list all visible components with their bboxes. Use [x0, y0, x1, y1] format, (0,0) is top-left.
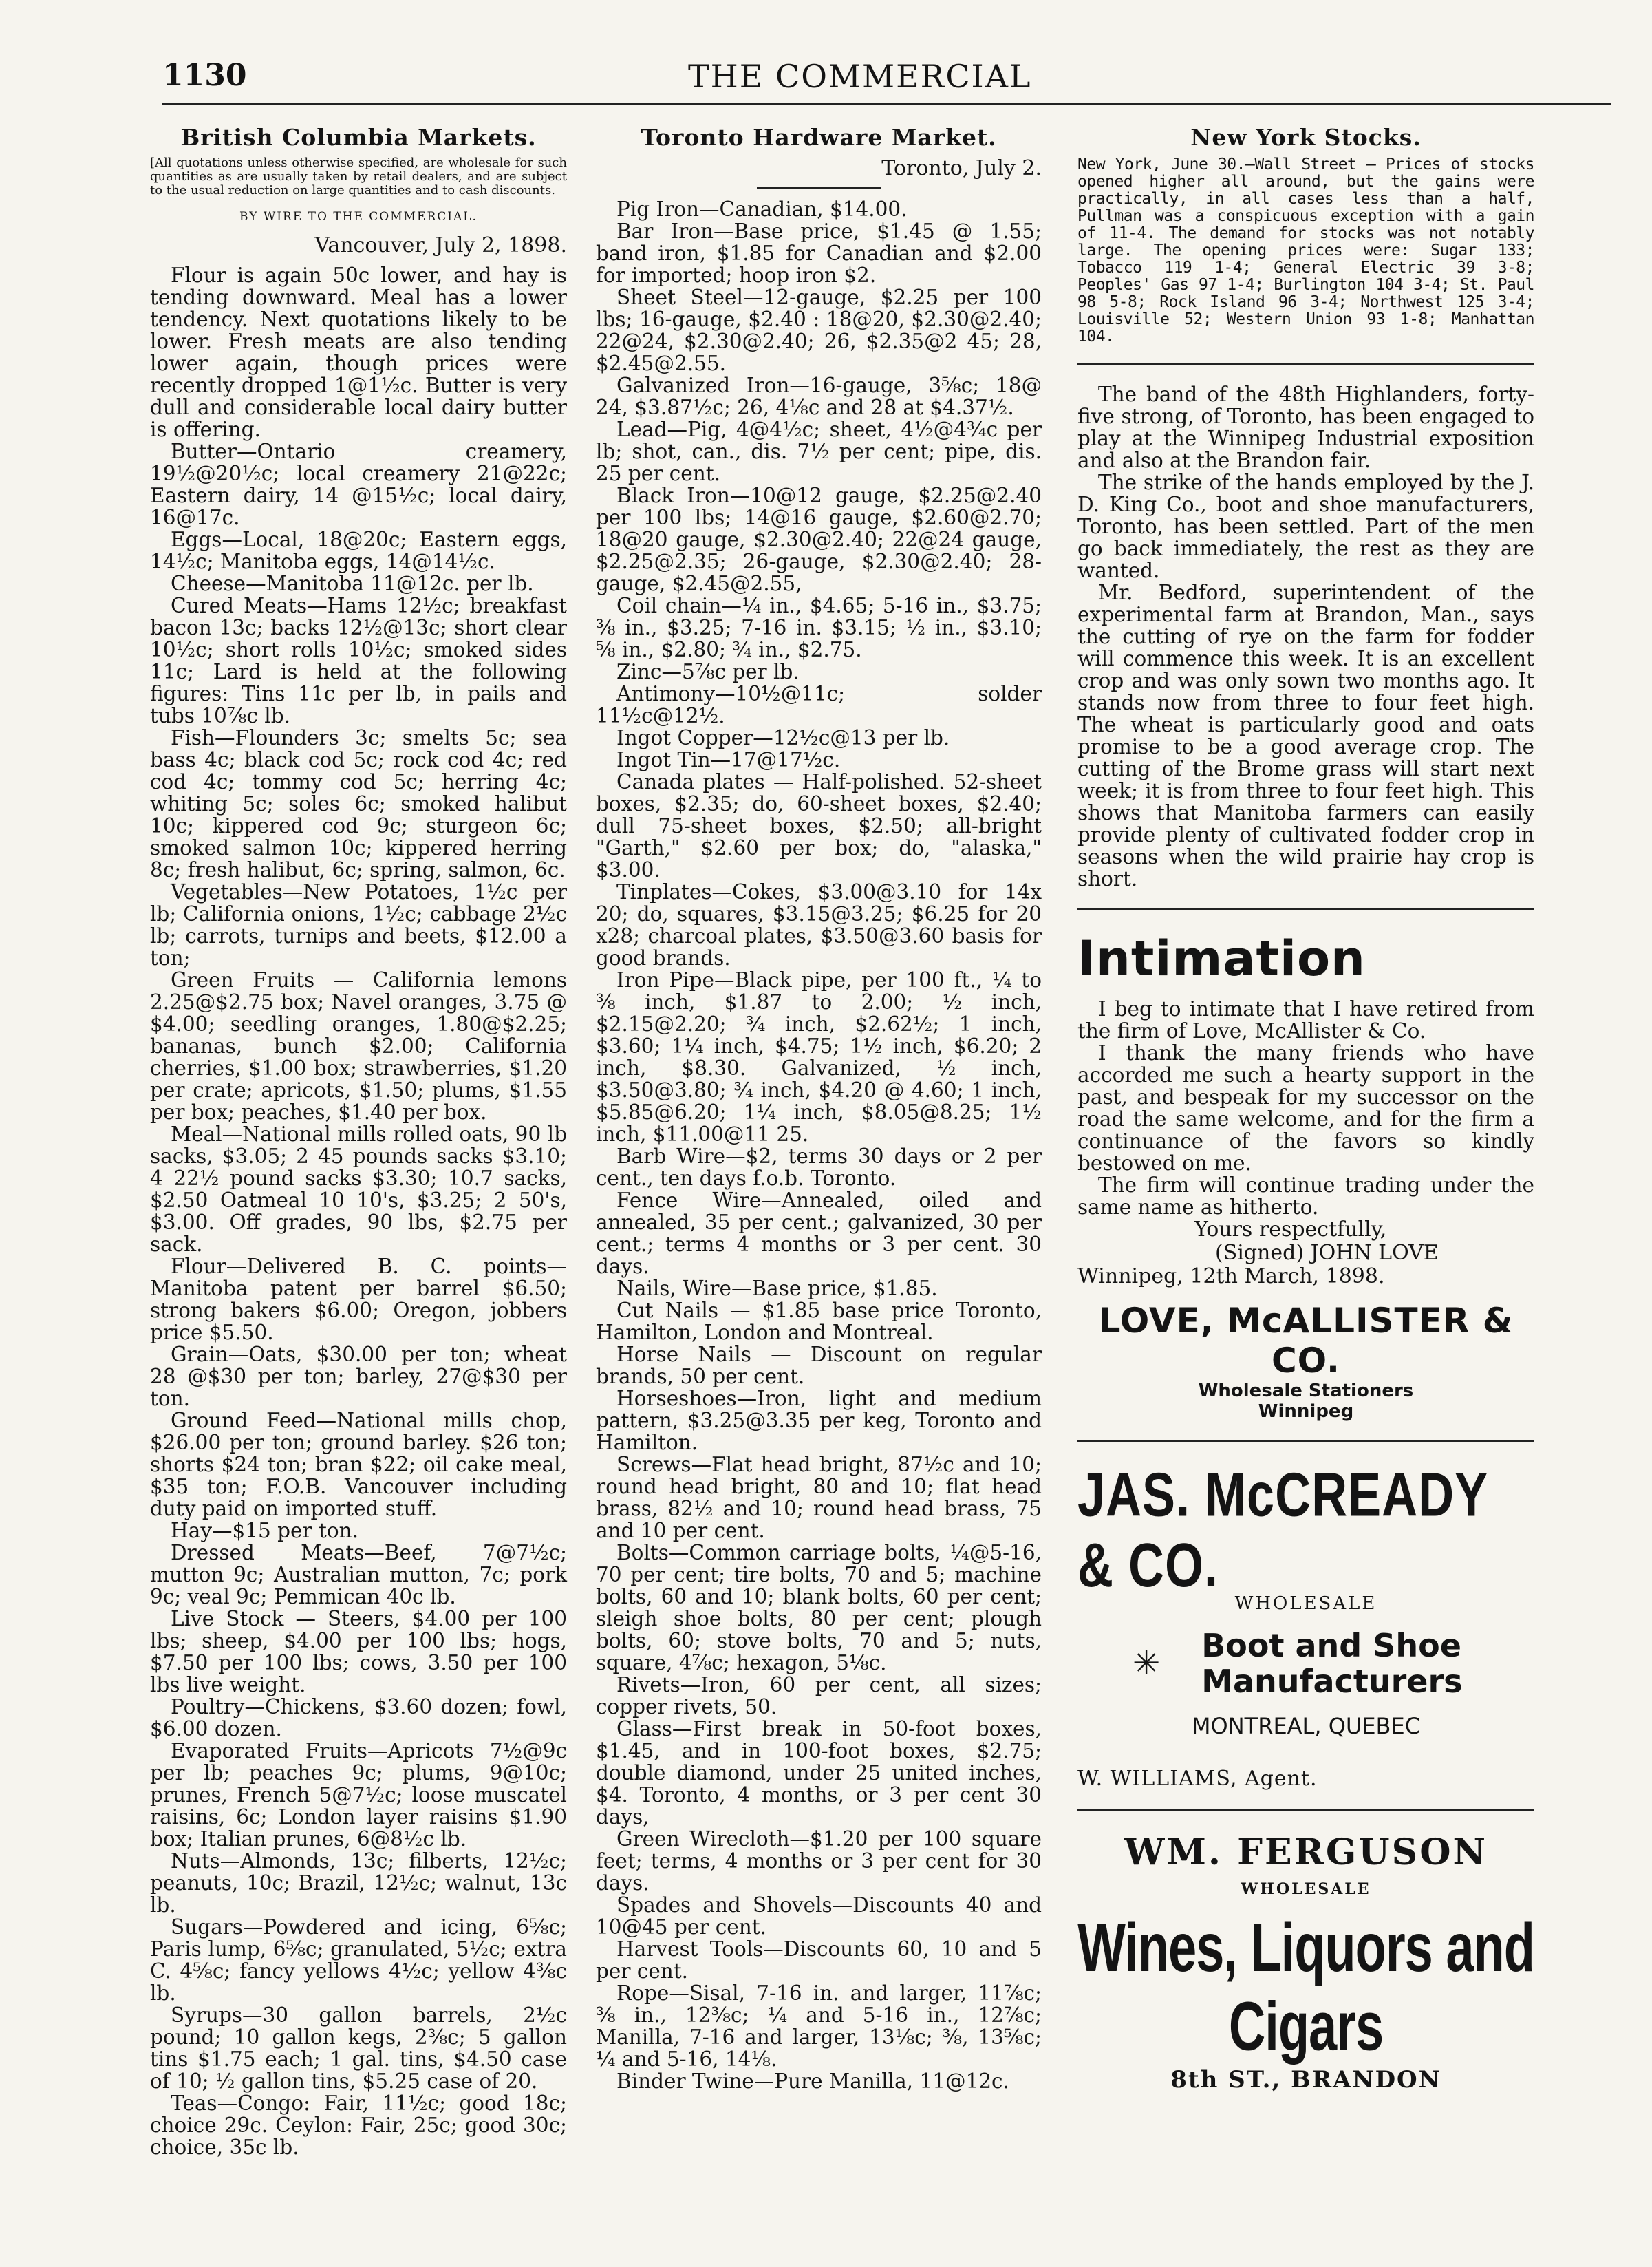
love-mcallister-line1: Wholesale Stationers [1198, 1381, 1414, 1401]
hardware-paragraph: Canada plates — Half-polished. 52-sheet boxes, $2.35; do, 60-sheet boxes, $2.40; dull 75-sheet boxes, $2.50; all-bright "Garth," $2.60 per box; do, "alaska," $3.00. [596, 770, 1042, 882]
hardware-paragraph: Spades and Shovels—Discounts 40 and 10@45 per cent. [596, 1893, 1042, 1939]
market-paragraph: Cheese—Manitoba 11@12c. per lb. [171, 572, 534, 595]
ny-stocks-title: New York Stocks. [1190, 124, 1422, 151]
hardware-paragraph: Cut Nails — $1.85 base price Toronto, Hamilton, London and Montreal. [596, 1299, 1042, 1344]
bc-markets-wire-line: BY WIRE TO THE COMMERCIAL. [239, 210, 478, 224]
hardware-paragraph: Sheet Steel—12-gauge, $2.25 per 100 lbs; 16-gauge, $2.40 : 18@20, $2.30@2.40; 22@24, $2.30@2.40; 26, $2.35@2 45; 28, $2.45@2.55. [596, 286, 1042, 375]
market-paragraph: Teas—Congo: Fair, 11½c; good 18c; choice 29c. Ceylon: Fair, 25c; good 30c; choice, 35c lb. [150, 2092, 567, 2159]
hardware-paragraph: Fence Wire—Annealed, oiled and annealed, 35 per cent.; galvanized, 30 per cent.; terms 4 months or 3 per cent. 30 days. [596, 1189, 1042, 1278]
market-paragraph: Vegetables—New Potatoes, 1½c per lb; California onions, 1½c; cabbage 2½c lb; carrots, turnips and beets, $12.00 a ton; [150, 880, 567, 970]
asterisk-icon: ✳ [1133, 1644, 1161, 1683]
hardware-paragraph: Screws—Flat head bright, 87½c and 10; round head bright, 80 and 10; flat head brass, 82½ and 10; round head brass, 75 and 10 per cent. [596, 1453, 1042, 1542]
love-mcallister-line2: Winnipeg [1258, 1401, 1354, 1422]
mccready-wholesale: WHOLESALE [1234, 1593, 1377, 1614]
intimation-paragraph: I beg to intimate that I have retired from the firm of Love, McAllister & Co. [1077, 997, 1534, 1043]
intimation-closing: Yours respectfully, [1194, 1217, 1387, 1242]
mccready-boot-block [1077, 1628, 1534, 1699]
hardware-paragraph: Green Wirecloth—$1.20 per 100 square feet; terms, 4 months or 3 per cent for 30 days. [596, 1827, 1042, 1895]
hardware-paragraph: Galvanized Iron—16-gauge, 3⅝c; 18@ 24, $3.87½c; 26, 4⅛c and 28 at $4.37½. [596, 374, 1042, 419]
market-paragraph: Green Fruits — California lemons 2.25@$2.75 box; Navel oranges, 3.75 @ $4.00; seedling oranges, 1.80@$2.25; bananas, bunch $2.00; California cherries, $1.00 box; strawberries, $1.20 per crate; apricots, $1.50; plums, $1.55 per box; peaches, $1.40 per box. [150, 968, 567, 1124]
intimation-paragraph: I thank the many friends who have accorded me such a hearty support in the past, and bespeak for my successor on the road the same welcome, and for the firm a continuance of the favors so kindly bestowed on me. [1077, 1041, 1534, 1175]
news-paragraph: Mr. Bedford, superintendent of the experimental farm at Brandon, Man., says the cutting of rye on the farm for fodder will commence this week. It is an excellent crop and was only sown two months ago. It stands now from three to four feet high. The wheat is particularly good and oats promise to be a good average crop. The cutting of the Brome grass will start next week; it is from three to four feet high. This shows that Manitoba farmers can easily provide plenty of cultivated fodder crop in seasons when the wild prairie hay crop is short. [1077, 581, 1534, 891]
bc-markets-note: [All quotations unless otherwise specified, are wholesale for such quantities as are usually taken by retail dealers, and are subject to the usual reduction on large quantities and to cash discounts. [150, 156, 567, 198]
hardware-paragraph: Barb Wire—$2, terms 30 days or 2 per cent., ten days f.o.b. Toronto. [596, 1145, 1042, 1190]
mccready-line1: Boot and Shoe [1201, 1627, 1461, 1664]
mccready-city: MONTREAL, QUEBEC [1191, 1713, 1421, 1739]
mccready-ad-name: JAS. McCREADY & CO. [1077, 1460, 1488, 1600]
market-paragraph: Ground Feed—National mills chop, $26.00 per ton; ground barley. $26 ton; shorts $24 ton; bran $22; oil cake meal, $35 ton; F.O.B. Vancouver including duty paid on imported stuff. [150, 1409, 567, 1520]
section-rule [1077, 1440, 1534, 1442]
mccready-line2: Manufacturers [1201, 1663, 1463, 1700]
hardware-paragraph: Coil chain—¼ in., $4.65; 5-16 in., $3.75; ⅜ in., $3.25; 7-16 in. $3.15; ½ in., $3.10; ⅝ in., $2.80; ¾ in., $2.75. [596, 594, 1042, 661]
market-paragraph: Nuts—Almonds, 13c; filberts, 12½c; peanuts, 10c; Brazil, 12½c; walnut, 13c lb. [150, 1849, 567, 1917]
hardware-paragraph: Bar Iron—Base price, $1.45 @ 1.55; band iron, $1.85 for Canadian and $2.00 for imported; hoop iron $2. [596, 220, 1042, 287]
hardware-paragraph: Rope—Sisal, 7-16 in. and larger, 11⅞c; ⅜ in., 12⅜c; ¼ and 5-16 in., 12⅞c; Manilla, 7-16 and larger, 13⅛c; ⅜, 13⅝c; ¼ and 5-16, 14⅛. [596, 1981, 1042, 2071]
section-rule [1077, 908, 1534, 910]
hardware-paragraph: Zinc—5⅞c per lb. [616, 660, 800, 683]
ferguson-wholesale: WHOLESALE [1241, 1880, 1371, 1898]
hardware-paragraph: Rivets—Iron, 60 per cent, all sizes; copper rivets, 50. [596, 1673, 1042, 1718]
page-number: 1130 [162, 58, 247, 93]
intimation-signature: (Signed) JOHN LOVE [1215, 1241, 1439, 1265]
hardware-paragraph: Binder Twine—Pure Manilla, 11@12c. [616, 2069, 1009, 2093]
hardware-paragraph: Harvest Tools—Discounts 60, 10 and 5 per cent. [596, 1937, 1042, 1983]
hardware-paragraph: Bolts—Common carriage bolts, ¼@5-16, 70 per cent; tire bolts, 70 and 5; machine bolts, 60 and 10; blank bolts, 60 per cent; sleigh shoe bolts, 80 per cent; plough bolts, 60; stove bolts, 70 and 5; nuts, square, 4⅞c; hexagon, 5⅛c. [596, 1541, 1042, 1674]
hardware-paragraph: Nails, Wire—Base price, $1.85. [616, 1277, 938, 1300]
market-paragraph: Cured Meats—Hams 12½c; breakfast bacon 13c; backs 12½@13c; short clear 10½c; short rolls 10½c; smoked sides 11c; Lard is held at the following figures: Tins 11c per lb, in pails and tubs 10⅞c lb. [150, 594, 567, 727]
header-rule [162, 103, 1611, 105]
hardware-paragraph: Pig Iron—Canadian, $14.00. [616, 198, 908, 221]
bc-markets-dateline: Vancouver, July 2, 1898. [314, 233, 567, 257]
hardware-paragraph: Black Iron—10@12 gauge, $2.25@2.40 per 100 lbs; 14@16 gauge, $2.60@2.70; 18@20 gauge, $2.30@2.40; 22@24 gauge, $2.25@2.35; 26-gauge, $2.30@2.40; 28-gauge, $2.45@2.55, [596, 484, 1042, 595]
market-paragraph: Dressed Meats—Beef, 7@7½c; mutton 9c; Australian mutton, 7c; pork 9c; veal 9c; Pemmican 40c lb. [150, 1541, 567, 1608]
hardware-paragraph: Tinplates—Cokes, $3.00@3.10 for 14x 20; do, squares, $3.15@3.25; $6.25 for 20 x28; charcoal plates, $3.50@3.60 basis for good brands. [596, 880, 1042, 970]
market-paragraph: Meal—National mills rolled oats, 90 lb sacks, $3.05; 2 45 pounds sacks $3.10; 4 22½ pound sacks $3.30; 10.7 sacks, $2.50 Oatmeal 10 10's, $3.25; 2 50's, $3.00. Off grades, 90 lbs, $2.75 per sack. [150, 1122, 567, 1256]
market-paragraph: Live Stock — Steers, $4.00 per 100 lbs; sheep, $4.00 per 100 lbs; hogs, $7.50 per 100 lbs; cows, 3.50 per 100 lbs live weight. [150, 1607, 567, 1696]
hardware-paragraph: Iron Pipe—Black pipe, per 100 ft., ¼ to ⅜ inch, $1.87 to 2.00; ½ inch, $2.15@2.20; ¾ inch, $2.62½; 1 inch, $3.60; 1¼ inch, $4.75; 1½ inch, $6.20; 2 inch, $8.30. Galvanized, ½ inch, $3.50@3.80; ¾ inch, $4.20 @ 4.60; 1 inch, $5.85@6.20; 1¼ inch, $8.05@8.25; 1½ inch, $11.00@11 25. [596, 968, 1042, 1146]
market-paragraph: Eggs—Local, 18@20c; Eastern eggs, 14½c; Manitoba eggs, 14@14½c. [150, 528, 567, 573]
intimation-body [1077, 998, 1534, 1218]
toronto-hardware-body [596, 198, 1042, 2092]
hardware-paragraph: Antimony—10½@11c; solder 11½c@12½. [596, 682, 1042, 727]
toronto-hardware-dateline: Toronto, July 2. [881, 156, 1042, 180]
intimation-paragraph: The firm will continue trading under the same name as hitherto. [1077, 1173, 1534, 1219]
market-paragraph: Fish—Flounders 3c; smelts 5c; sea bass 4c; black cod 5c; rock cod 4c; red cod 4c; tommy cod 5c; herring 4c; whiting 5c; soles 6c; smoked halibut 10c; kippered cod 9c; sturgeon 6c; smoked salmon 10c; kippered herring 8c; fresh halibut, 6c; spring, salmon, 6c. [150, 726, 567, 882]
mccready-agent: W. WILLIAMS, Agent. [1077, 1767, 1318, 1791]
column-right [1077, 124, 1534, 2094]
market-paragraph: Hay—$15 per ton. [171, 1519, 358, 1542]
title-rule [757, 187, 881, 189]
market-paragraph: Flour is again 50c lower, and hay is tending downward. Meal has a lower tendency. Next quotations likely to be lower. Fresh meats are also tending lower again, though prices were recently dropped 1@1½c. Butter is very dull and considerable local dairy butter is offering. [150, 264, 567, 441]
hardware-paragraph: Ingot Copper—12½c@13 per lb. [616, 726, 950, 749]
publication-title: THE COMMERCIAL [688, 58, 1032, 95]
love-mcallister-ad-name: LOVE, McALLISTER & CO. [1098, 1301, 1514, 1381]
bc-markets-title: British Columbia Markets. [180, 124, 537, 151]
hardware-paragraph: Ingot Tin—17@17½c. [616, 748, 841, 771]
market-paragraph: Flour—Delivered B. C. points—Manitoba patent per barrel $6.50; strong bakers $6.00; Oregon, jobbers price $5.50. [150, 1255, 567, 1344]
ferguson-goods: Wines, Liquors and Cigars [1077, 1908, 1534, 2065]
hardware-paragraph: Glass—First break in 50-foot boxes, $1.45, and in 100-foot boxes, $2.75; double diamond, under 25 united inches, $4. Toronto, 4 months, or 3 per cent 30 days, [596, 1717, 1042, 1829]
market-paragraph: Grain—Oats, $30.00 per ton; wheat 28 @$30 per ton; barley, 27@$30 per ton. [150, 1343, 567, 1410]
market-paragraph: Sugars—Powdered and icing, 6⅝c; Paris lump, 6⅝c; granulated, 5½c; extra C. 4⅝c; fancy yellows 4½c; yellow 4⅜c lb. [150, 1915, 567, 2005]
column-toronto-hardware [596, 124, 1042, 2092]
market-paragraph: Butter—Ontario creamery, 19½@20½c; local creamery 21@22c; Eastern dairy, 14 @15½c; local dairy, 16@17c. [150, 440, 567, 529]
ny-stocks-body: New York, June 30.—Wall Street — Prices of stocks opened higher all around, but the gains were practically, in all cases less than a half, Pullman was a conspicuous exception with a gain of 11-4. The demand for stocks was not notably large. The opening prices were: Sugar 133; Tobacco 119 1-4; General Electric 39 3-8; Peoples' Gas 97 1-4; Burlington 104 3-4; St. Paul 98 5-8; Rock Island 96 3-4; Northwest 125 3-4; Louisville 52; Western Union 93 1-8; Manhattan 104. [1077, 156, 1534, 345]
hardware-paragraph: Lead—Pig, 4@4½c; sheet, 4½@4¾c per lb; shot, can., dis. 7½ per cent; pipe, dis. 25 per cent. [596, 418, 1042, 485]
section-rule [1077, 363, 1534, 365]
intimation-place-date: Winnipeg, 12th March, 1898. [1077, 1264, 1385, 1288]
market-paragraph: Poultry—Chickens, $3.60 dozen; fowl, $6.00 dozen. [150, 1695, 567, 1741]
section-rule [1077, 1809, 1534, 1811]
intimation-heading: Intimation [1077, 930, 1366, 987]
market-paragraph: Evaporated Fruits—Apricots 7½@9c per lb; peaches 9c; plums, 9@10c; prunes, French 5@7½c; loose muscatel raisins, 6c; London layer raisins $1.90 box; Italian prunes, 6@8½c lb. [150, 1739, 567, 1851]
news-items [1077, 383, 1534, 890]
toronto-hardware-title: Toronto Hardware Market. [641, 124, 997, 151]
bc-markets-body [150, 264, 567, 2158]
hardware-paragraph: Horseshoes—Iron, light and medium pattern, $3.25@3.35 per keg, Toronto and Hamilton. [596, 1387, 1042, 1454]
news-paragraph: The strike of the hands employed by the J. D. King Co., boot and shoe manufacturers, Toronto, has been settled. Part of the men go back immediately, the rest as they are wanted. [1077, 471, 1534, 582]
ferguson-address: 8th ST., BRANDON [1170, 2066, 1441, 2094]
ferguson-ad-name: WM. FERGUSON [1124, 1831, 1488, 1873]
hardware-paragraph: Horse Nails — Discount on regular brands, 50 per cent. [596, 1343, 1042, 1388]
column-bc-markets [150, 124, 567, 2158]
market-paragraph: Syrups—30 gallon barrels, 2½c pound; 10 gallon kegs, 2⅜c; 5 gallon tins $1.75 each; 1 gal. tins, $4.50 case of 10; ½ gallon tins, $5.25 case of 20. [150, 2003, 567, 2093]
news-paragraph: The band of the 48th Highlanders, forty-five strong, of Toronto, has been engaged to play at the Winnipeg Industrial exposition and also at the Brandon fair. [1077, 383, 1534, 472]
